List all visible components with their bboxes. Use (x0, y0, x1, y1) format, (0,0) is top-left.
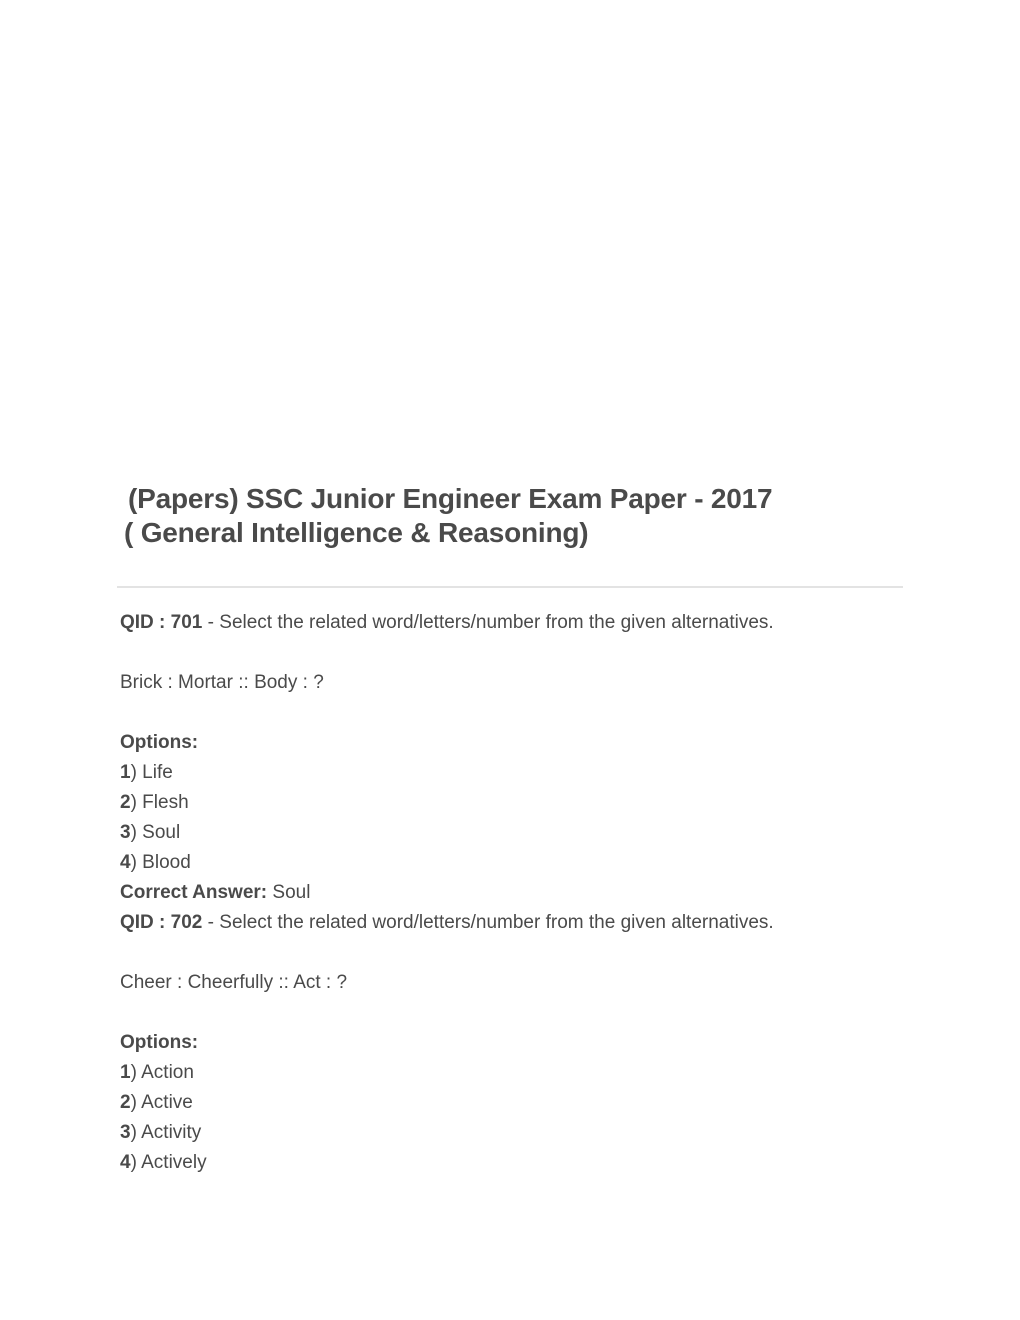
question-prompt: Brick : Mortar :: Body : ? (120, 672, 324, 693)
correct-answer: Correct Answer: Soul (120, 882, 311, 903)
question-prompt: Cheer : Cheerfully :: Act : ? (120, 972, 348, 993)
qid-label: QID : 701 (120, 612, 203, 633)
question-instruction: Select the related word/letters/number from the given alternatives. (219, 912, 774, 933)
option-item: 2) Active (120, 1092, 193, 1113)
questions-content (120, 608, 900, 1178)
question-header: QID : 702 - Select the related word/letters/number from the given alternatives. (120, 912, 774, 933)
question-header: QID : 701 - Select the related word/letters/number from the given alternatives. (120, 612, 774, 633)
question-instruction: Select the related word/letters/number from the given alternatives. (219, 612, 774, 633)
option-item: 1) Action (120, 1062, 194, 1083)
title-line-1: (Papers) SSC Junior Engineer Exam Paper - 2017 (128, 483, 773, 514)
options-label: Options: (120, 1032, 199, 1053)
option-item: 4) Actively (120, 1152, 207, 1173)
divider (117, 586, 903, 588)
option-item: 2) Flesh (120, 792, 189, 813)
option-item: 3) Activity (120, 1122, 202, 1143)
page-title (124, 482, 884, 550)
title-line-2: ( General Intelligence & Reasoning) (124, 517, 589, 548)
options-label: Options: (120, 732, 199, 753)
option-item: 1) Life (120, 762, 173, 783)
qid-label: QID : 702 (120, 912, 203, 933)
option-item: 4) Blood (120, 852, 191, 873)
option-item: 3) Soul (120, 822, 181, 843)
